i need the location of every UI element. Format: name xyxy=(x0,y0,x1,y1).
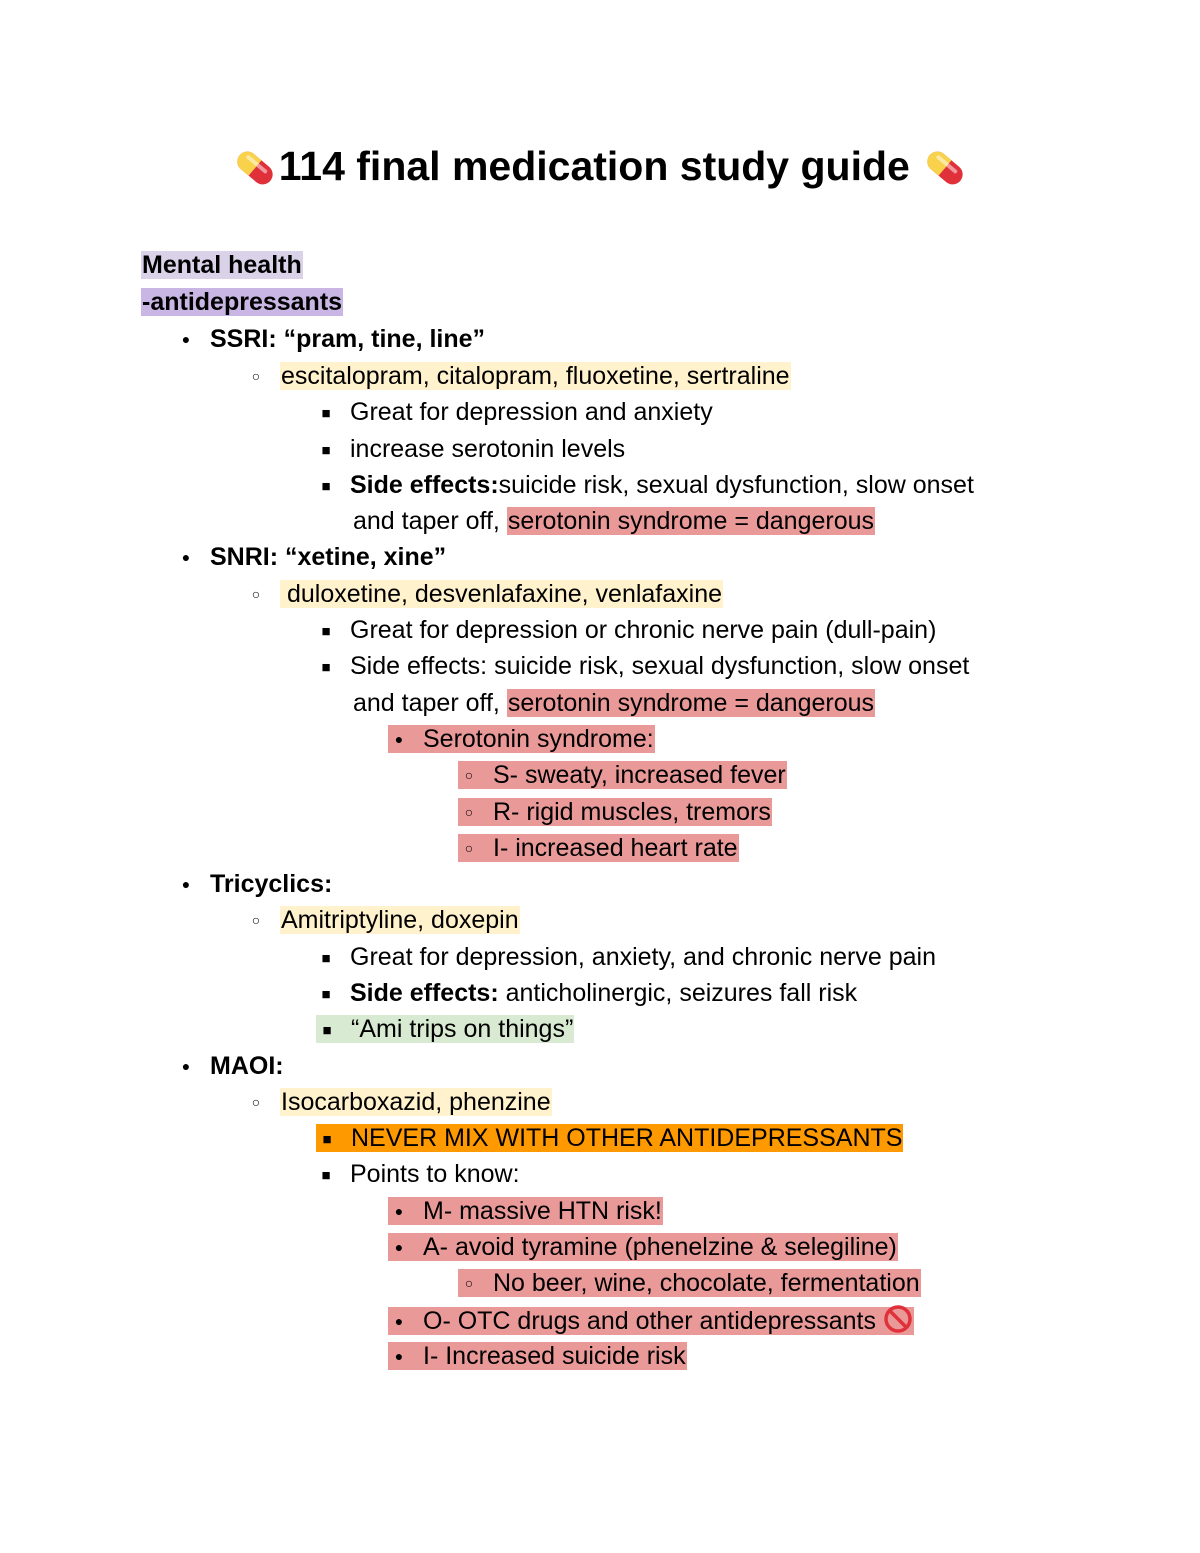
tricyclics-heading: Tricyclics: xyxy=(210,870,333,898)
maoi-i-row xyxy=(388,1342,687,1370)
ssri-side-text: suicide risk, sexual dysfunction, slow onset xyxy=(498,471,974,499)
bullet-icon xyxy=(176,323,196,355)
circle-bullet-icon xyxy=(459,1267,479,1299)
ssri-action: increase serotonin levels xyxy=(350,435,626,463)
syndrome-heading: Serotonin syndrome: xyxy=(423,725,654,753)
no-entry-icon xyxy=(883,1304,913,1334)
ssri-use: Great for depression and anxiety xyxy=(350,398,713,426)
square-bullet-icon xyxy=(316,650,336,684)
square-bullet-icon xyxy=(316,469,336,503)
maoi-a-sub: No beer, wine, chocolate, fermentation xyxy=(493,1269,920,1297)
square-bullet-icon xyxy=(316,614,336,648)
list-item xyxy=(458,1267,921,1299)
list-item xyxy=(316,1013,574,1047)
square-bullet-icon xyxy=(316,941,336,975)
bullet-icon xyxy=(389,723,409,755)
list-item xyxy=(316,1122,903,1156)
list-item xyxy=(246,904,520,936)
square-bullet-icon xyxy=(316,977,336,1011)
syndrome-s: S- sweaty, increased fever xyxy=(493,761,786,789)
bullet-icon xyxy=(176,868,196,900)
maoi-heading: MAOI: xyxy=(210,1052,284,1080)
list-item xyxy=(316,941,936,975)
maoi-warning: NEVER MIX WITH OTHER ANTIDEPRESSANTS xyxy=(351,1124,903,1152)
maoi-a-row xyxy=(388,1233,898,1261)
pill-icon xyxy=(231,140,279,192)
bullet-icon xyxy=(176,1050,196,1082)
ssri-side-cont: and taper off, xyxy=(353,507,507,535)
syndrome-i-row xyxy=(458,834,739,862)
list-item xyxy=(458,796,772,828)
pill-icon xyxy=(921,140,969,192)
list-item xyxy=(316,1158,520,1192)
maoi-i: I- Increased suicide risk xyxy=(423,1342,686,1370)
section-label: Mental health xyxy=(142,251,302,279)
tricyclics-use: Great for depression, anxiety, and chronic nerve pain xyxy=(350,943,936,971)
maoi-m-row xyxy=(388,1197,663,1225)
list-item xyxy=(388,1231,898,1263)
list-item xyxy=(246,360,791,392)
list-item xyxy=(316,469,974,503)
bullet-icon xyxy=(176,541,196,573)
list-item xyxy=(316,396,713,430)
maoi-drugs: Isocarboxazid, phenzine xyxy=(281,1088,551,1116)
maoi-warning-row xyxy=(316,1124,903,1152)
snri-heading: SNRI: “xetine, xine” xyxy=(210,543,447,571)
syndrome-r: R- rigid muscles, tremors xyxy=(493,798,771,826)
square-bullet-icon xyxy=(316,433,336,467)
maoi-o: O- OTC drugs and other antidepressants xyxy=(423,1307,883,1335)
list-item xyxy=(458,759,787,791)
maoi-o-row xyxy=(388,1307,914,1335)
maoi-points-label: Points to know: xyxy=(350,1160,520,1188)
snri-side-text: Side effects: suicide risk, sexual dysfunction, slow onset xyxy=(350,652,970,680)
circle-bullet-icon xyxy=(246,360,266,392)
syndrome-s-row xyxy=(458,761,787,789)
ssri-heading: SSRI: “pram, tine, line” xyxy=(210,325,486,353)
bullet-icon xyxy=(389,1195,409,1227)
snri-side-cont: and taper off, xyxy=(353,689,507,717)
tricyclics-drugs: Amitriptyline, doxepin xyxy=(281,906,519,934)
section-heading xyxy=(141,249,303,281)
list-item xyxy=(458,832,739,864)
list-item xyxy=(316,614,936,648)
list-item xyxy=(246,578,723,610)
ssri-drugs: escitalopram, citalopram, fluoxetine, sertraline xyxy=(281,362,790,390)
subsection-heading xyxy=(141,286,343,318)
syndrome-heading-row xyxy=(388,725,655,753)
square-bullet-icon xyxy=(316,1158,336,1192)
bullet-icon xyxy=(389,1231,409,1263)
square-bullet-icon xyxy=(317,1013,337,1047)
list-item xyxy=(316,650,969,684)
circle-bullet-icon xyxy=(246,578,266,610)
circle-bullet-icon xyxy=(459,832,479,864)
maoi-a: A- avoid tyramine (phenelzine & selegiline) xyxy=(423,1233,897,1261)
maoi-m: M- massive HTN risk! xyxy=(423,1197,662,1225)
maoi-a-sub-row xyxy=(458,1269,921,1297)
circle-bullet-icon xyxy=(459,796,479,828)
square-bullet-icon xyxy=(316,396,336,430)
syndrome-i: I- increased heart rate xyxy=(493,834,738,862)
list-item xyxy=(316,433,625,467)
list-item xyxy=(388,1340,687,1372)
syndrome-r-row xyxy=(458,798,772,826)
circle-bullet-icon xyxy=(246,1086,266,1118)
title-text: 114 final medication study guide xyxy=(278,143,910,189)
circle-bullet-icon xyxy=(246,904,266,936)
snri-side-warning: serotonin syndrome = dangerous xyxy=(507,689,875,717)
tricyclics-mnemonic: “Ami trips on things” xyxy=(351,1015,574,1043)
ssri-side-warning: serotonin syndrome = dangerous xyxy=(507,507,875,535)
list-item xyxy=(388,723,655,755)
list-item xyxy=(176,541,446,573)
list-item xyxy=(176,323,485,355)
bullet-icon xyxy=(389,1340,409,1372)
snri-drugs: duloxetine, desvenlafaxine, venlafaxine xyxy=(280,580,723,608)
subsection-label: -antidepressants xyxy=(142,288,343,316)
tricyclics-side-text: anticholinergic, seizures fall risk xyxy=(498,979,858,1007)
list-item xyxy=(176,1050,284,1082)
tricyclics-mnemonic-row xyxy=(316,1015,574,1043)
list-item xyxy=(316,977,857,1011)
tricyclics-side-label: Side effects: xyxy=(350,979,499,1007)
square-bullet-icon xyxy=(317,1122,337,1156)
page-title xyxy=(0,140,1200,192)
list-item xyxy=(176,868,332,900)
snri-use: Great for depression or chronic nerve pain (dull-pain) xyxy=(350,616,937,644)
list-item xyxy=(388,1195,663,1227)
list-item-continuation xyxy=(353,687,875,719)
list-item-continuation xyxy=(353,505,875,537)
bullet-icon xyxy=(389,1305,409,1337)
list-item xyxy=(246,1086,552,1118)
list-item xyxy=(388,1304,914,1337)
circle-bullet-icon xyxy=(459,759,479,791)
ssri-side-label: Side effects: xyxy=(350,471,499,499)
